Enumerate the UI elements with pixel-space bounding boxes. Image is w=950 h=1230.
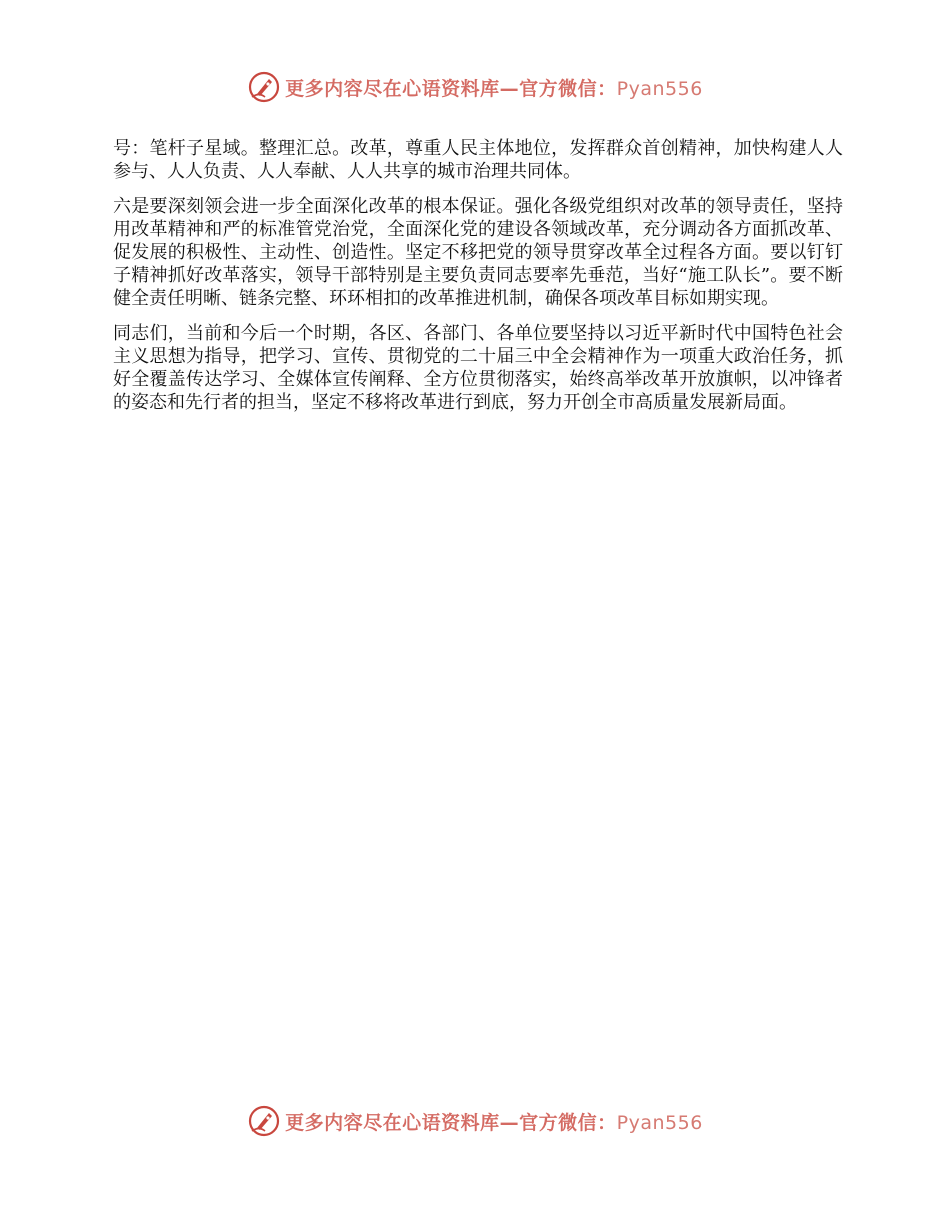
footer-wechat-id: Pyan556 (616, 1111, 703, 1134)
footer-banner-label: 更多内容尽在心语资料库—官方微信： (285, 1111, 617, 1134)
pen-nib-circle-icon (247, 70, 281, 104)
paragraph-1: 号：笔杆子星域。整理汇总。改革，尊重人民主体地位，发挥群众首创精神，加快构建人人参与、人人负责、人人奉献、人人共享的城市治理共同体。 (113, 138, 843, 182)
footer-banner (0, 1104, 950, 1138)
pen-nib-circle-icon (247, 1104, 281, 1138)
header-banner-label: 更多内容尽在心语资料库—官方微信： (285, 77, 617, 100)
header-banner-text (285, 74, 703, 101)
header-banner (0, 70, 950, 104)
paragraph-2: 六是要深刻领会进一步全面深化改革的根本保证。强化各级党组织对改革的领导责任，坚持用改革精神和严的标准管党治党，全面深化党的建设各领域改革，充分调动各方面抓改革、促发展的积极性、主动性、创造性。坚定不移把党的领导贯穿改革全过程各方面。要以钉钉子精神抓好改革落实，领导干部特别是主要负责同志要率先垂范，当好“施工队长”。要不断健全责任明晰、链条完整、环环相扣的改革推进机制，确保各项改革目标如期实现。 (113, 196, 843, 309)
header-wechat-id: Pyan556 (616, 77, 703, 100)
document-body (113, 137, 843, 426)
paragraph-3: 同志们，当前和今后一个时期，各区、各部门、各单位要坚持以习近平新时代中国特色社会主义思想为指导，把学习、宣传、贯彻党的二十届三中全会精神作为一项重大政治任务，抓好全覆盖传达学习、全媒体宣传阐释、全方位贯彻落实，始终高举改革开放旗帜，以冲锋者的姿态和先行者的担当，坚定不移将改革进行到底，努力开创全市高质量发展新局面。 (113, 323, 843, 413)
footer-banner-text (285, 1108, 703, 1135)
